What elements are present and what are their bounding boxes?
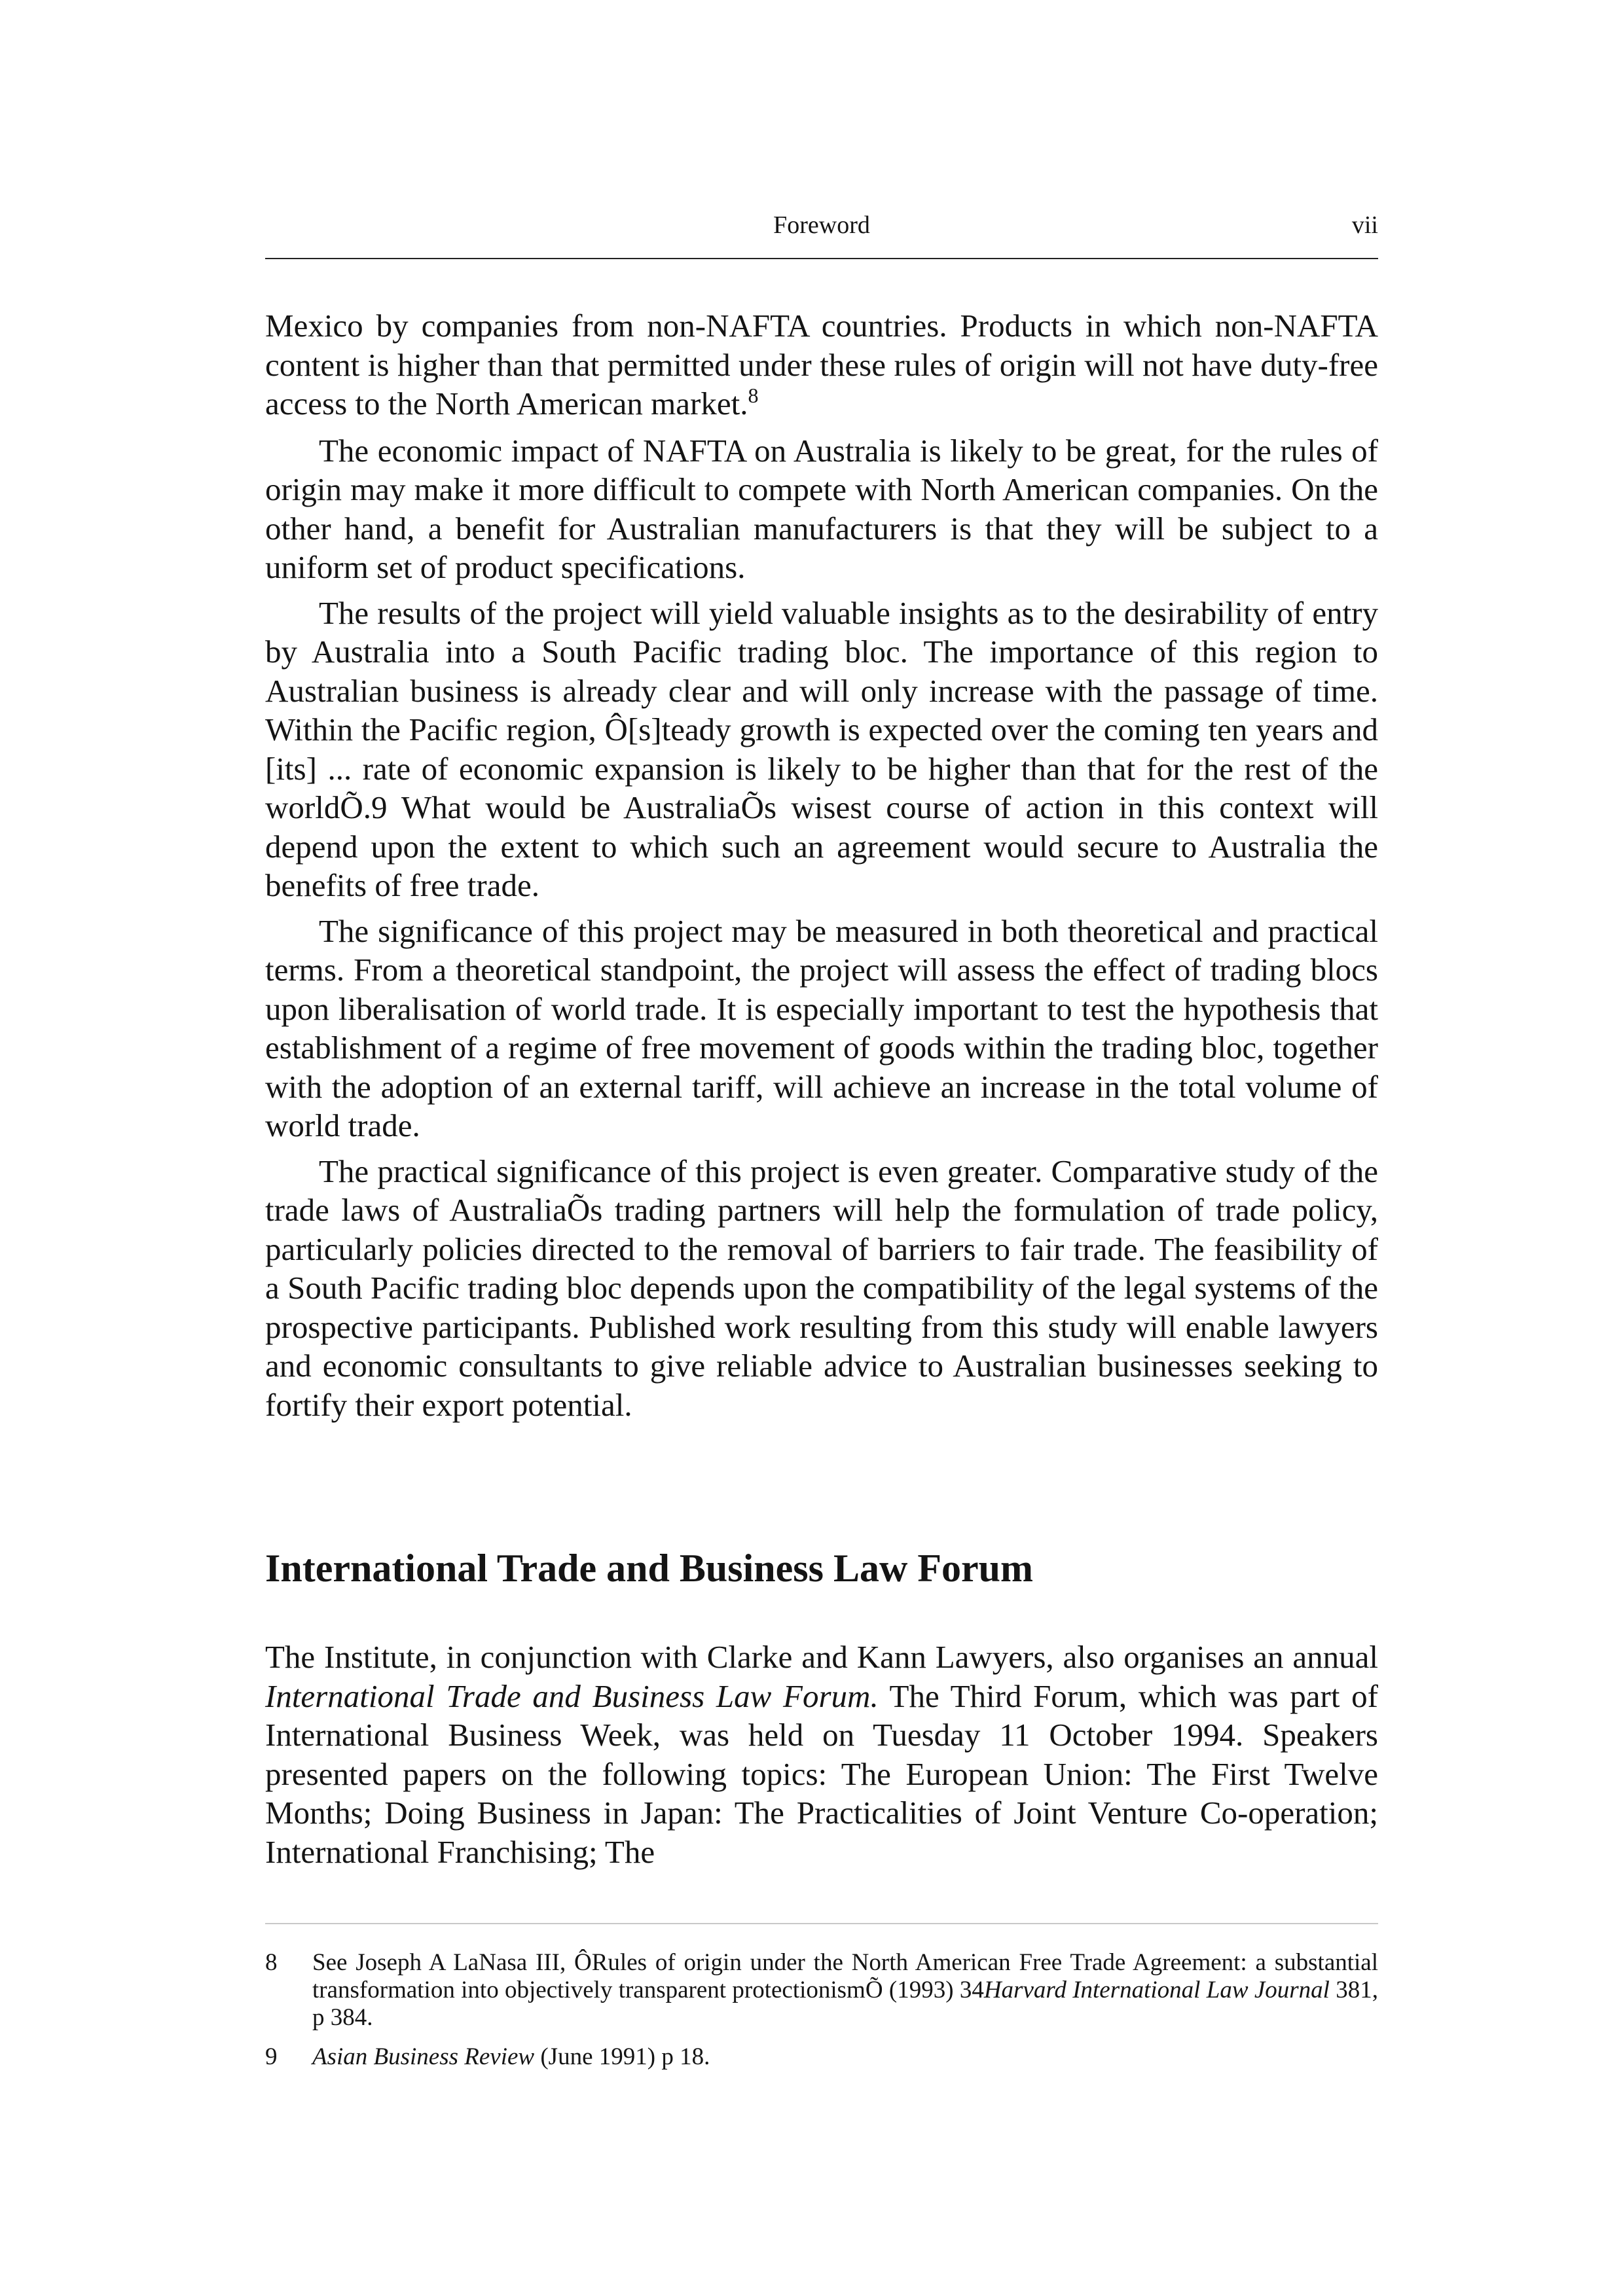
footnote-number: 9	[265, 2043, 278, 2070]
page-number: vii	[1351, 211, 1378, 239]
journal-title: Asian Business Review	[312, 2043, 535, 2070]
paragraph-5: The practical significance of this project is even greater. Comparative study of the trade laws of AustraliaÕs trading partners will help the formulation of trade policy, particularly policies directed to the removal of barriers to fair trade. The feasibility of a South Pacific trading bloc depends upon the compatibility of the legal systems of the prospective participants. Published work resulting from this study will enable lawyers and economic consultants to give reliable advice to Australian businesses seeking to fortify their export potential.	[265, 1153, 1378, 1423]
paragraph-4: The significance of this project may be measured in both theoretical and practical terms. From a theoretical standpoint, the project will assess the effect of trading blocs upon liberalisation of world trade. It is especially important to test the hypothesis that establishment of a regime of free movement of goods within the trading bloc, together with the adoption of an external tariff, will achieve an increase in the total volume of world trade.	[265, 912, 1378, 1143]
footnote-9: 9 Asian Business Review (June 1991) p 18.	[265, 2043, 710, 2070]
running-head-title: Foreword	[773, 211, 870, 239]
forum-title: International Trade and Business Law Forum.	[265, 1677, 879, 1714]
section-paragraph: The Institute, in conjunction with Clarke and Kann Lawyers, also organises an annual International Trade and Business Law Forum. The Third Forum, which was part of International Business Week, was held on Tuesday 11 October 1994. Speakers presented papers on the following topics: The European Union: The First Twelve Months; Doing Business in Japan: The Practicalities of Joint Venture Co-operation; International Franchising; The	[265, 1639, 1378, 1870]
section-heading: International Trade and Business Law Forum	[265, 1547, 1033, 1590]
footnote-number: 8	[265, 1949, 278, 1976]
running-head	[265, 211, 1378, 250]
paragraph-3: The results of the project will yield valuable insights as to the desirability of entry by Australia into a South Pacific trading bloc. The importance of this region to Australian business is already clear and will only increase with the passage of time. Within the Pacific region, Ô[s]teady growth is expected over the coming ten years and [its] ... rate of economic expansion is likely to be higher than that for the rest of the worldÕ.9 What would be AustraliaÕs wisest course of action in this context will depend upon the extent to which such an agreement would secure to Australia the benefits of free trade.	[265, 594, 1378, 903]
header-rule	[265, 258, 1378, 259]
document-page	[265, 0, 1378, 2296]
section-body	[265, 1638, 1378, 1871]
footnote-rule	[265, 1923, 1378, 1924]
paragraph-2: The economic impact of NAFTA on Australia is likely to be great, for the rules of origin may make it more difficult to compete with North American companies. On the other hand, a benefit for Australian manufacturers is that they will be subject to a uniform set of product specifications.	[265, 432, 1378, 585]
body-text	[265, 306, 1378, 1431]
journal-title: Harvard International Law Journal	[983, 1977, 1330, 2003]
footnotes	[265, 1949, 1378, 2083]
footnote-8: 8 See Joseph A LaNasa III, ÔRules of origin under the North American Free Trade Agreement: a substantial transformation into objectively transparent protectionismÕ (1993) 34Harvard International Law Journal 381, p 384.	[265, 1949, 1379, 2031]
footnote-ref-8[interactable]: 8	[748, 384, 759, 407]
paragraph-1: Mexico by companies from non-NAFTA countries. Products in which non-NAFTA content is higher than that permitted under these rules of origin will not have duty-free access to the North American market.$^8$	[265, 308, 1378, 422]
